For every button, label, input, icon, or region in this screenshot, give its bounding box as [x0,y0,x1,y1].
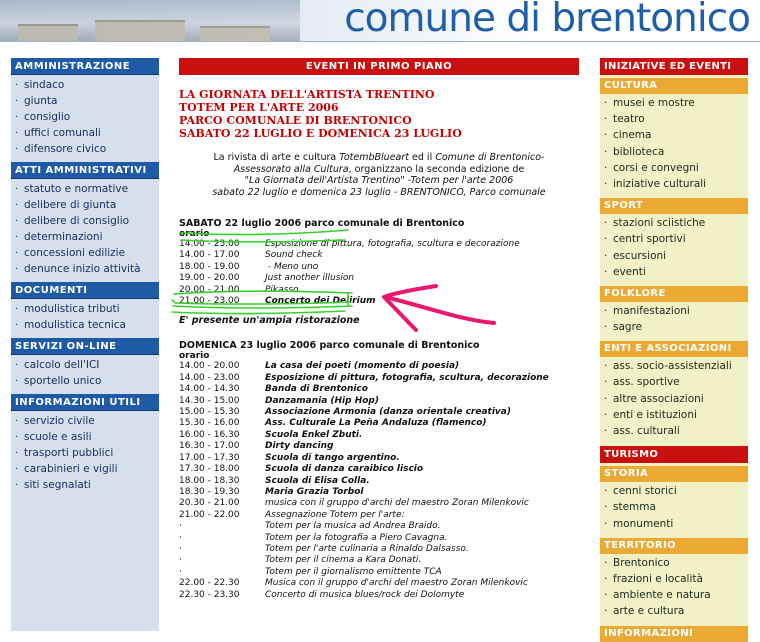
schedule-time: 22.00 - 22.30 [179,578,240,589]
sidebar-item-label: eventi [613,265,646,278]
bullet-icon: · [604,425,608,437]
sidebar-item-calcolo-dell-ici[interactable] [15,357,159,373]
sidebar-item-difensore-civico[interactable] [15,141,159,157]
sidebar-item-cinema[interactable] [604,127,748,143]
schedule-time: 22.30 - 23.30 [179,589,240,600]
sidebar-item-biblioteca[interactable] [604,144,748,160]
schedule-time: 17.30 - 18.00 [179,464,240,475]
schedule-description: Dirty dancing [265,441,334,452]
schedule-row [179,567,579,578]
orario-label: orario [179,351,210,362]
right-section-items [600,554,748,623]
sidebar-item-label: escursioni [613,249,667,262]
right-section-title: CULTURA [600,78,748,94]
turismo-title: TURISMO [600,446,748,463]
sidebar-item-label: concessioni edilizie [24,247,126,259]
bullet-icon: · [15,247,19,259]
schedule-description: La casa dei poeti (momento di poesia) [265,361,460,372]
left-section-items [11,355,159,394]
schedule-description: Totem per l'arte culinaria a Rinaldo Dalsasso. [265,543,469,554]
sidebar-item-siti-segnalati[interactable] [15,477,159,493]
sidebar-item-label: iniziative culturali [613,177,707,190]
schedule-time: 14.30 - 15.00 [179,395,240,406]
left-section-title: ATTI AMMINISTRATIVI [11,162,159,179]
left-section-items [11,75,159,162]
right-section-title: STORIA [600,466,748,482]
sidebar-item-label: manifestazioni [613,304,690,317]
schedule-time: 18.30 - 19.30 [179,486,240,497]
bullet-icon: · [15,263,19,275]
right-sidebar-title: INIZIATIVE ED EVENTI [600,58,748,75]
intro-comune: Comune di Brentonico- [435,152,545,163]
schedule-time: 18.00 - 18.30 [179,475,240,486]
schedule-time: 19.00 - 20.00 [179,273,240,284]
sidebar-item-label: sindaco [24,79,65,91]
turismo-sections [600,466,748,641]
schedule-row [179,430,579,441]
bullet-icon: · [604,408,608,421]
sidebar-item-label: siti segnalati [24,479,91,491]
bullet-icon: · [15,479,19,491]
bullet-icon: · [604,589,608,602]
event-title-line: SABATO 22 LUGLIO E DOMENICA 23 LUGLIO [179,127,462,140]
right-section-items [600,302,748,338]
schedule-description: Totem per il giornalismo emittente TCA [265,566,442,577]
sidebar-item-stemma[interactable] [604,499,748,515]
bullet-icon: · [15,375,19,387]
intro-magazine: TotembBlueart [339,152,410,163]
schedule-row [179,453,579,464]
bullet-icon: · [15,199,19,211]
schedule-description: Banda di Brentonico [265,384,368,395]
sidebar-item-label: teatro [613,113,645,126]
schedule-row [179,464,579,475]
sidebar-item-label: giunta [24,95,58,107]
sidebar-item-delibere-di-giunta[interactable] [15,197,159,213]
bullet-icon: · [15,183,19,195]
right-section-title: INFORMAZIONI [600,626,748,642]
bullet-icon: · [15,431,19,443]
schedule-description: Totem per la musica ad Andrea Braido. [265,521,441,532]
sidebar-item-giunta[interactable] [15,93,159,109]
sidebar-item-label: ambiente e natura [613,589,711,602]
sidebar-item-carabinieri-e-vigili[interactable] [15,461,159,477]
bullet-icon: · [15,79,19,91]
sidebar-item-delibere-di-consiglio[interactable] [15,213,159,229]
event-title-line: TOTEM PER L'ARTE 2006 [179,101,339,114]
sidebar-item-enti-e-istituzioni[interactable] [604,407,748,423]
sidebar-item-modulistica-tecnica[interactable] [15,317,159,333]
schedule-time: 21.00 - 22.00 [179,509,240,520]
bullet-icon: · [604,161,608,174]
bullet-icon: · [15,415,19,427]
sidebar-item-scuole-e-asili[interactable] [15,429,159,445]
schedule-time: 20.00 - 21.00 [179,284,240,295]
left-section-items [11,411,159,498]
intro-text: ed il [409,152,436,163]
intro-text: La rivista di arte e cultura [213,152,340,163]
sidebar-item-arte-e-cultura[interactable] [604,603,748,619]
sidebar-item-label: calcolo dell'ICI [24,359,100,371]
schedule-time: · [179,566,182,577]
sidebar-item-label: trasporti pubblici [24,447,114,459]
bullet-icon: · [604,556,608,569]
sidebar-item-ass-socio-assistenziali[interactable] [604,358,748,374]
bullet-icon: · [604,233,608,246]
sidebar-item-label: modulistica tributi [24,303,120,315]
sidebar-item-statuto-e-normative[interactable] [15,181,159,197]
sidebar-item-modulistica-tributi[interactable] [15,301,159,317]
schedule-time: · [179,521,182,532]
orario-label: orario [179,229,210,239]
schedule-description: Totem per la fotografia a Piero Cavagna. [265,532,448,543]
sidebar-item-determinazioni[interactable] [15,229,159,245]
bullet-icon: · [15,303,19,315]
sidebar-item-ass-sportive[interactable] [604,374,748,390]
right-section-title: SPORT [600,198,748,214]
sidebar-item-teatro[interactable] [604,111,748,127]
bullet-icon: · [15,447,19,459]
sidebar-item-label: monumenti [613,517,674,530]
sidebar-item-label: cenni storici [613,485,677,498]
schedule-row [179,590,579,601]
schedule-row [179,578,579,589]
schedule-time: 16.30 - 17.00 [179,441,240,452]
bullet-icon: · [604,485,608,498]
main-content [179,58,579,631]
sidebar-item-trasporti-pubblici[interactable] [15,445,159,461]
schedule-description: Esposizione di pittura, fotografia, scultura e decorazione [265,239,520,249]
left-section-title: SERVIZI ON-LINE [11,338,159,355]
bullet-icon: · [604,217,608,230]
bullet-icon: · [604,321,608,334]
schedule-description: Just another illusion [265,273,355,284]
bullet-icon: · [604,304,608,317]
schedule-description: Scuola di Elisa Colla. [265,475,370,486]
right-section-items [600,482,748,535]
bullet-icon: · [15,359,19,371]
right-section-title: FOLKLORE [600,286,748,302]
site-header [0,0,760,42]
sidebar-item-label: carabinieri e vigili [24,463,118,475]
schedule-description: Danzamania (Hip Hop) [265,395,379,406]
bullet-icon: · [604,113,608,126]
sidebar-item-label: determinazioni [24,231,103,243]
schedule-row [179,239,579,250]
sidebar-item-musei-e-mostre[interactable] [604,95,748,111]
sidebar-item-stazioni-sciistiche[interactable] [604,215,748,231]
schedule-row [179,285,579,296]
sidebar-item-ambiente-e-natura[interactable] [604,587,748,603]
bullet-icon: · [15,463,19,475]
right-section-items [600,357,748,442]
sunday-schedule [179,361,579,601]
schedule-row [179,296,579,307]
schedule-time: 14.00 - 14.30 [179,384,240,395]
sidebar-item-frazioni-e-localit[interactable] [604,571,748,587]
schedule-time: 21.00 - 23.00 [179,296,240,307]
saturday-title: SABATO 22 luglio 2006 parco comunale di Brentonico [179,218,465,229]
left-section-title: AMMINISTRAZIONE [11,58,159,75]
site-title[interactable]: comune di brentonico [344,0,750,41]
schedule-time: 15.00 - 15.30 [179,407,240,418]
sidebar-item-manifestazioni[interactable] [604,303,748,319]
sidebar-item-consiglio[interactable] [15,109,159,125]
sidebar-item-servizio-civile[interactable] [15,413,159,429]
schedule-description: Esposizione di pittura, fotografia, scultura, decorazione [265,372,549,383]
bullet-icon: · [15,143,19,155]
sidebar-item-cenni-storici[interactable] [604,483,748,499]
schedule-row [179,441,579,452]
right-section-items [600,214,748,283]
schedule-row [179,407,579,418]
right-sections [600,78,748,442]
sidebar-item-label: altre associazioni [613,392,704,405]
bullet-icon: · [604,517,608,530]
schedule-row [179,273,579,284]
schedule-row [179,476,579,487]
sidebar-item-sindaco[interactable] [15,77,159,93]
bullet-icon: · [604,360,608,373]
schedule-row [179,498,579,509]
event-intro [179,152,579,198]
schedule-row [179,533,579,544]
bullet-icon: · [15,231,19,243]
sidebar-item-label: centri sportivi [613,233,686,246]
sidebar-item-centri-sportivi[interactable] [604,231,748,247]
schedule-time: 17.00 - 17.30 [179,452,240,463]
sidebar-item-label: consiglio [24,111,71,123]
sidebar-item-brentonico[interactable] [604,555,748,571]
sidebar-item-ass-culturali[interactable] [604,423,748,439]
schedule-row [179,510,579,521]
schedule-row [179,250,579,261]
schedule-description: Maria Grazia Torbol [265,486,364,497]
bullet-icon: · [604,605,608,618]
schedule-row [179,262,579,273]
schedule-description: Assegnazione Totem per l'arte: [265,509,405,520]
left-section-title: DOCUMENTI [11,282,159,299]
right-section-items [600,94,748,195]
schedule-time: 14.00 - 20.00 [179,361,240,372]
schedule-time: 14.00 - 17.00 [179,250,240,261]
sidebar-item-eventi[interactable] [604,264,748,280]
bullet-icon: · [604,376,608,389]
schedule-description: - Meno uno [265,261,319,272]
sidebar-item-label: ass. culturali [613,425,680,437]
schedule-description: Scuola di danza caraibico liscio [265,464,424,475]
sidebar-item-sportello-unico[interactable] [15,373,159,389]
bullet-icon: · [15,95,19,107]
bullet-icon: · [604,97,608,109]
ristorazione-note: E' presente un'ampia ristorazione [179,315,360,327]
bullet-icon: · [604,501,608,514]
sidebar-item-label: stazioni sciistiche [613,217,706,230]
sidebar-item-label: cinema [613,129,652,142]
sidebar-item-label: modulistica tecnica [24,319,126,331]
sidebar-item-label: delibere di giunta [24,199,117,211]
schedule-time: · [179,555,182,566]
bullet-icon: · [15,111,19,123]
schedule-time: 18.00 - 19.00 [179,261,240,272]
bullet-icon: · [604,572,608,585]
sidebar-item-label: corsi e convegni [613,161,699,174]
schedule-row [179,384,579,395]
left-section-items [11,179,159,282]
right-section-title: TERRITORIO [600,538,748,554]
sidebar-item-uffici-comunali[interactable] [15,125,159,141]
bullet-icon: · [604,177,608,190]
schedule-description: Totem per il cinema a Kara Donati. [265,555,422,566]
sidebar-item-label: sagre [613,321,643,334]
bullet-icon: · [604,249,608,262]
center-header: EVENTI IN PRIMO PIANO [179,58,579,75]
schedule-time: 16.00 - 16.30 [179,429,240,440]
sidebar-item-label: uffici comunali [24,127,101,139]
schedule-time: 20.30 - 21.00 [179,498,240,509]
sidebar-item-label: sportello unico [24,375,102,387]
schedule-description: Scuola Enkel Zbuti. [265,429,363,440]
schedule-description: Musica con il gruppo d'archi del maestro Zoran Milenkovic [265,578,528,589]
saturday-schedule [179,239,579,307]
bullet-icon: · [15,319,19,331]
schedule-row [179,396,579,407]
bullet-icon: · [604,392,608,405]
schedule-description: Pikasso [265,284,299,295]
schedule-row [179,487,579,498]
sidebar-item-label: musei e mostre [613,97,695,109]
sidebar-item-label: difensore civico [24,143,107,155]
sidebar-item-monumenti[interactable] [604,516,748,532]
event-title-line: LA GIORNATA DELL'ARTISTA TRENTINO [179,88,435,101]
sidebar-item-corsi-e-convegni[interactable] [604,160,748,176]
sidebar-item-label: delibere di consiglio [24,215,130,227]
schedule-row [179,521,579,532]
intro-text: , organizzano la seconda edizione de [348,163,525,175]
sidebar-item-label: frazioni e località [613,572,703,585]
sidebar-item-iniziative-culturali[interactable] [604,176,748,192]
intro-event-name: "La Giornata dell'Artista Trentino" -Totem per l'arte 2006 [244,175,514,186]
left-section-items [11,299,159,338]
schedule-time: · [179,532,182,543]
intro-dates: sabato 22 luglio e domenica 23 luglio - BRENTONICO, Parco comunale [212,186,546,198]
schedule-row [179,361,579,372]
schedule-time: 14.00 - 23.00 [179,372,240,383]
event-title-line: PARCO COMUNALE DI BRENTONICO [179,114,412,127]
sidebar-item-label: statuto e normative [24,183,129,195]
sidebar-item-label: biblioteca [613,145,665,158]
bullet-icon: · [604,129,608,142]
sunday-title: DOMENICA 23 luglio 2006 parco comunale di Brentonico [179,340,480,352]
schedule-description: Sound check [265,250,323,261]
sidebar-item-label: ass. socio-assistenziali [613,360,732,373]
schedule-time: 14.00 - 23.00 [179,239,240,249]
sidebar-item-label: Brentonico [613,556,670,569]
sidebar-item-sagre[interactable] [604,319,748,335]
bullet-icon: · [15,127,19,139]
schedule-description: Concerto di musica blues/rock dei Dolomyte [265,589,465,600]
schedule-row [179,373,579,384]
right-section-title: ENTI E ASSOCIAZIONI [600,341,748,357]
sidebar-item-label: denunce inizio attività [24,263,141,275]
sidebar-item-label: stemma [613,501,656,514]
intro-assessorato: Assessorato alla Cultura [233,163,349,175]
right-sidebar [600,58,748,639]
sidebar-item-altre-associazioni[interactable] [604,391,748,407]
bullet-icon: · [604,265,608,278]
left-section-title: INFORMAZIONI UTILI [11,394,159,411]
bullet-icon: · [604,145,608,158]
sidebar-item-label: scuole e asili [24,431,92,443]
sidebar-item-concessioni-edilizie[interactable] [15,245,159,261]
schedule-description: musica con il gruppo d'archi del maestro Zoran Milenkovic [265,498,529,509]
sidebar-item-escursioni[interactable] [604,248,748,264]
sidebar-item-label: servizio civile [24,415,95,427]
schedule-row [179,544,579,555]
bullet-icon: · [15,215,19,227]
sidebar-item-label: ass. sportive [613,376,680,389]
event-titles [179,88,579,140]
schedule-description: Associazione Armonia (danza orientale creativa) [265,407,511,418]
schedule-time: · [179,543,182,554]
sidebar-item-denunce-inizio-attivit[interactable] [15,261,159,277]
schedule-row [179,555,579,566]
schedule-description: Ass. Culturale La Peña Andaluza (flamenco) [265,418,487,429]
schedule-row [179,418,579,429]
schedule-description: Scuola di tango argentino. [265,452,400,463]
sidebar-item-label: arte e cultura [613,605,685,618]
schedule-time: 15.30 - 16.00 [179,418,240,429]
left-sidebar [11,58,159,631]
header-photo [0,0,300,42]
sidebar-item-label: enti e istituzioni [613,408,697,421]
schedule-description: Concerto dei Delirium [265,296,376,307]
